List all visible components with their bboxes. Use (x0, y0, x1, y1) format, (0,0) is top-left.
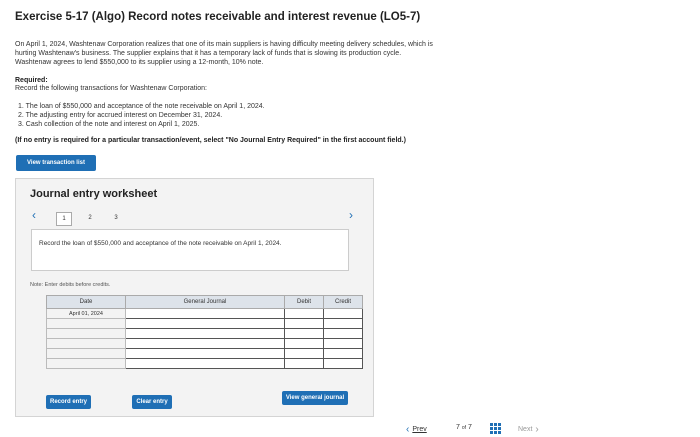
next-button[interactable] (518, 424, 539, 435)
account-field[interactable] (126, 359, 285, 369)
account-field[interactable] (126, 309, 285, 319)
account-field[interactable] (126, 329, 285, 339)
prev-button[interactable] (406, 424, 427, 435)
step-tab-1[interactable]: 1 (56, 212, 72, 226)
debit-field[interactable] (285, 359, 324, 369)
column-header-general-journal: General Journal (126, 296, 285, 309)
page-indicator (456, 424, 472, 431)
table-row (47, 349, 363, 359)
paragraph-line: Washtenaw agrees to lend $550,000 to its supplier using a 12-month, 10% note. (15, 59, 264, 66)
account-field[interactable] (126, 339, 285, 349)
debit-field[interactable] (285, 319, 324, 329)
debit-field[interactable] (285, 309, 324, 319)
worksheet-title: Journal entry worksheet (30, 188, 158, 200)
column-header-date: Date (47, 296, 126, 309)
view-transaction-list-button[interactable]: View transaction list (16, 155, 96, 171)
required-label: Required: (15, 77, 48, 84)
clear-entry-button[interactable]: Clear entry (132, 395, 172, 409)
date-cell (47, 359, 126, 369)
requirement-item: 2. The adjusting entry for accrued interest on December 31, 2024. (18, 112, 223, 119)
credit-field[interactable] (324, 339, 363, 349)
problem-paragraph (15, 40, 535, 67)
instructions-note: (If no entry is required for a particular transaction/event, select "No Journal Entry Required" in the first account field.) (15, 137, 406, 144)
credit-field[interactable] (324, 359, 363, 369)
table-row (47, 329, 363, 339)
requirements-list (18, 102, 265, 129)
chevron-left-icon[interactable]: ‹ (32, 208, 36, 222)
chevron-right-icon: › (535, 424, 539, 435)
table-row (47, 309, 363, 319)
debit-field[interactable] (285, 329, 324, 339)
column-header-debit: Debit (285, 296, 324, 309)
required-text: Record the following transactions for Washtenaw Corporation: (15, 85, 207, 92)
debit-field[interactable] (285, 349, 324, 359)
table-row (47, 359, 363, 369)
requirement-item: 3. Cash collection of the note and interest on April 1, 2025. (18, 121, 200, 128)
account-field[interactable] (126, 349, 285, 359)
credit-field[interactable] (324, 309, 363, 319)
date-cell (47, 319, 126, 329)
journal-entry-worksheet (15, 178, 374, 417)
step-tab-3[interactable]: 3 (114, 215, 118, 221)
table-row (47, 319, 363, 329)
credit-field[interactable] (324, 329, 363, 339)
page-current: 7 (456, 424, 460, 431)
requirement-item: 1. The loan of $550,000 and acceptance of the note receivable on April 1, 2024. (18, 103, 265, 110)
date-cell (47, 349, 126, 359)
date-cell: April 01, 2024 (47, 309, 126, 319)
journal-table (46, 295, 363, 369)
page-title: Exercise 5-17 (Algo) Record notes receivable and interest revenue (LO5-7) (15, 11, 421, 23)
step-instruction: Record the loan of $550,000 and acceptance of the note receivable on April 1, 2024. (31, 229, 349, 271)
table-row (47, 339, 363, 349)
view-general-journal-button[interactable]: View general journal (282, 391, 348, 405)
column-header-credit: Credit (324, 296, 363, 309)
credit-field[interactable] (324, 319, 363, 329)
chevron-left-icon: ‹ (406, 424, 410, 435)
grid-icon[interactable] (490, 423, 500, 433)
page-of: of (461, 424, 467, 431)
paragraph-line: On April 1, 2024, Washtenaw Corporation realizes that one of its main suppliers is having difficulty meeting delivery schedules, which is (15, 41, 433, 48)
next-label: Next (518, 426, 533, 433)
chevron-right-icon[interactable]: › (349, 208, 353, 222)
paragraph-line: hurting Washtenaw's business. The supplier explains that it has a temporary lack of funds that is slowing its production cycle. (15, 50, 402, 57)
page-total: 7 (467, 424, 472, 431)
date-cell (47, 339, 126, 349)
account-field[interactable] (126, 319, 285, 329)
record-entry-button[interactable]: Record entry (46, 395, 91, 409)
prev-label: Prev (412, 426, 427, 433)
debits-note: Note: Enter debits before credits. (30, 282, 111, 288)
step-tab-2[interactable]: 2 (88, 215, 92, 221)
credit-field[interactable] (324, 349, 363, 359)
date-cell (47, 329, 126, 339)
debit-field[interactable] (285, 339, 324, 349)
